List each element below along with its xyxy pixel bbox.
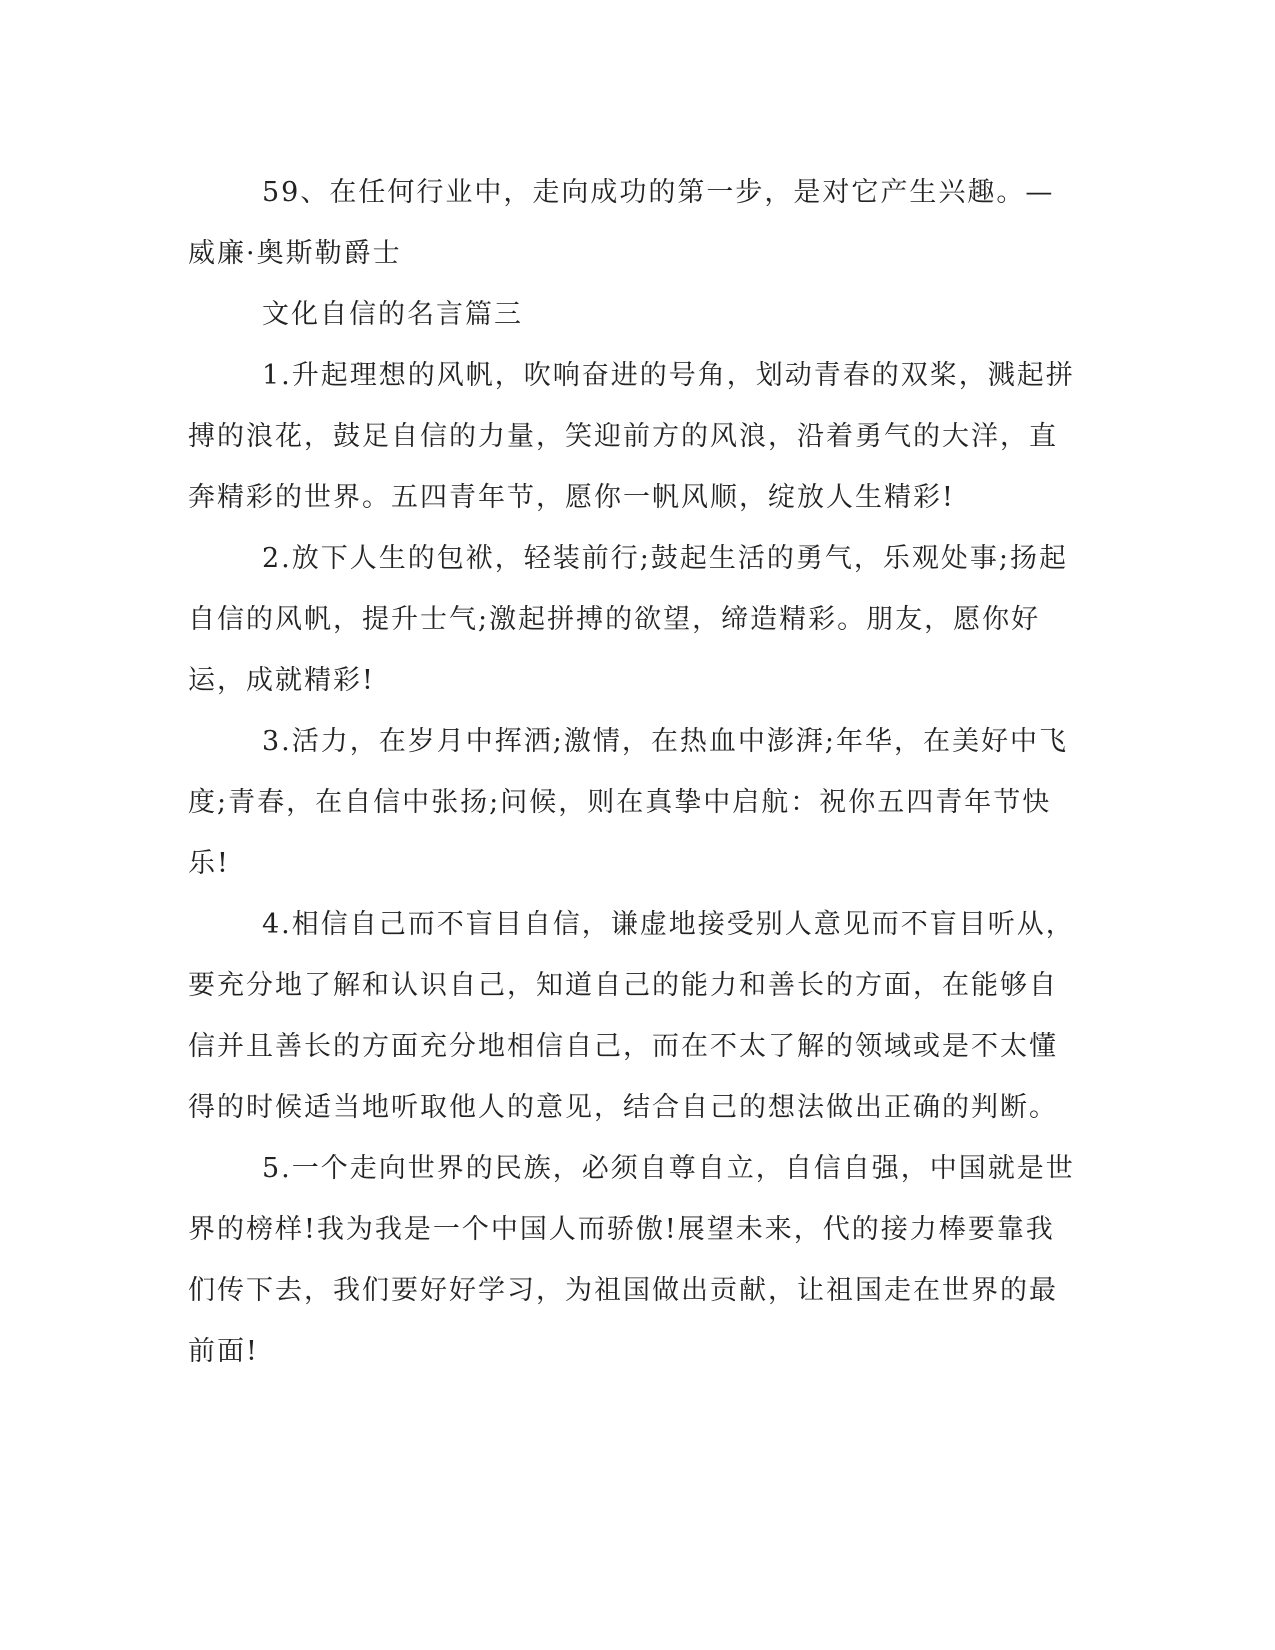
quote-3: 3.活力，在岁月中挥洒;激情，在热血中澎湃;年华，在美好中飞度;青春，在自信中张扬;问候，则在真挚中启航：祝你五四青年节快乐!	[188, 726, 1068, 879]
quote-59: 59、在任何行业中，走向成功的第一步，是对它产生兴趣。—威廉·奥斯勒爵士	[188, 177, 1055, 269]
quote-1: 1.升起理想的风帆，吹响奋进的号角，划动青春的双桨，溅起拼搏的浪花，鼓足自信的力量，笑迎前方的风浪，沿着勇气的大洋，直奔精彩的世界。五四青年节，愿你一帆风顺，绽放人生精彩!	[188, 360, 1075, 513]
section-heading: 文化自信的名言篇三	[262, 299, 523, 330]
quote-2: 2.放下人生的包袱，轻装前行;鼓起生活的勇气，乐观处事;扬起自信的风帆，提升士气;激起拼搏的欲望，缔造精彩。朋友，愿你好运，成就精彩!	[188, 543, 1068, 696]
document-body	[188, 162, 1078, 1382]
quote-4: 4.相信自己而不盲目自信，谦虚地接受别人意见而不盲目听从，要充分地了解和认识自己，知道自己的能力和善长的方面，在能够自信并且善长的方面充分地相信自己，而在不太了解的领域或是不太懂得的时候适当地听取他人的意见，结合自己的想法做出正确的判断。	[188, 909, 1075, 1123]
quote-5: 5.一个走向世界的民族，必须自尊自立，自信自强，中国就是世界的榜样!我为我是一个中国人而骄傲!展望未来，代的接力棒要靠我们传下去，我们要好好学习，为祖国做出贡献，让祖国走在世界的最前面!	[188, 1153, 1075, 1367]
